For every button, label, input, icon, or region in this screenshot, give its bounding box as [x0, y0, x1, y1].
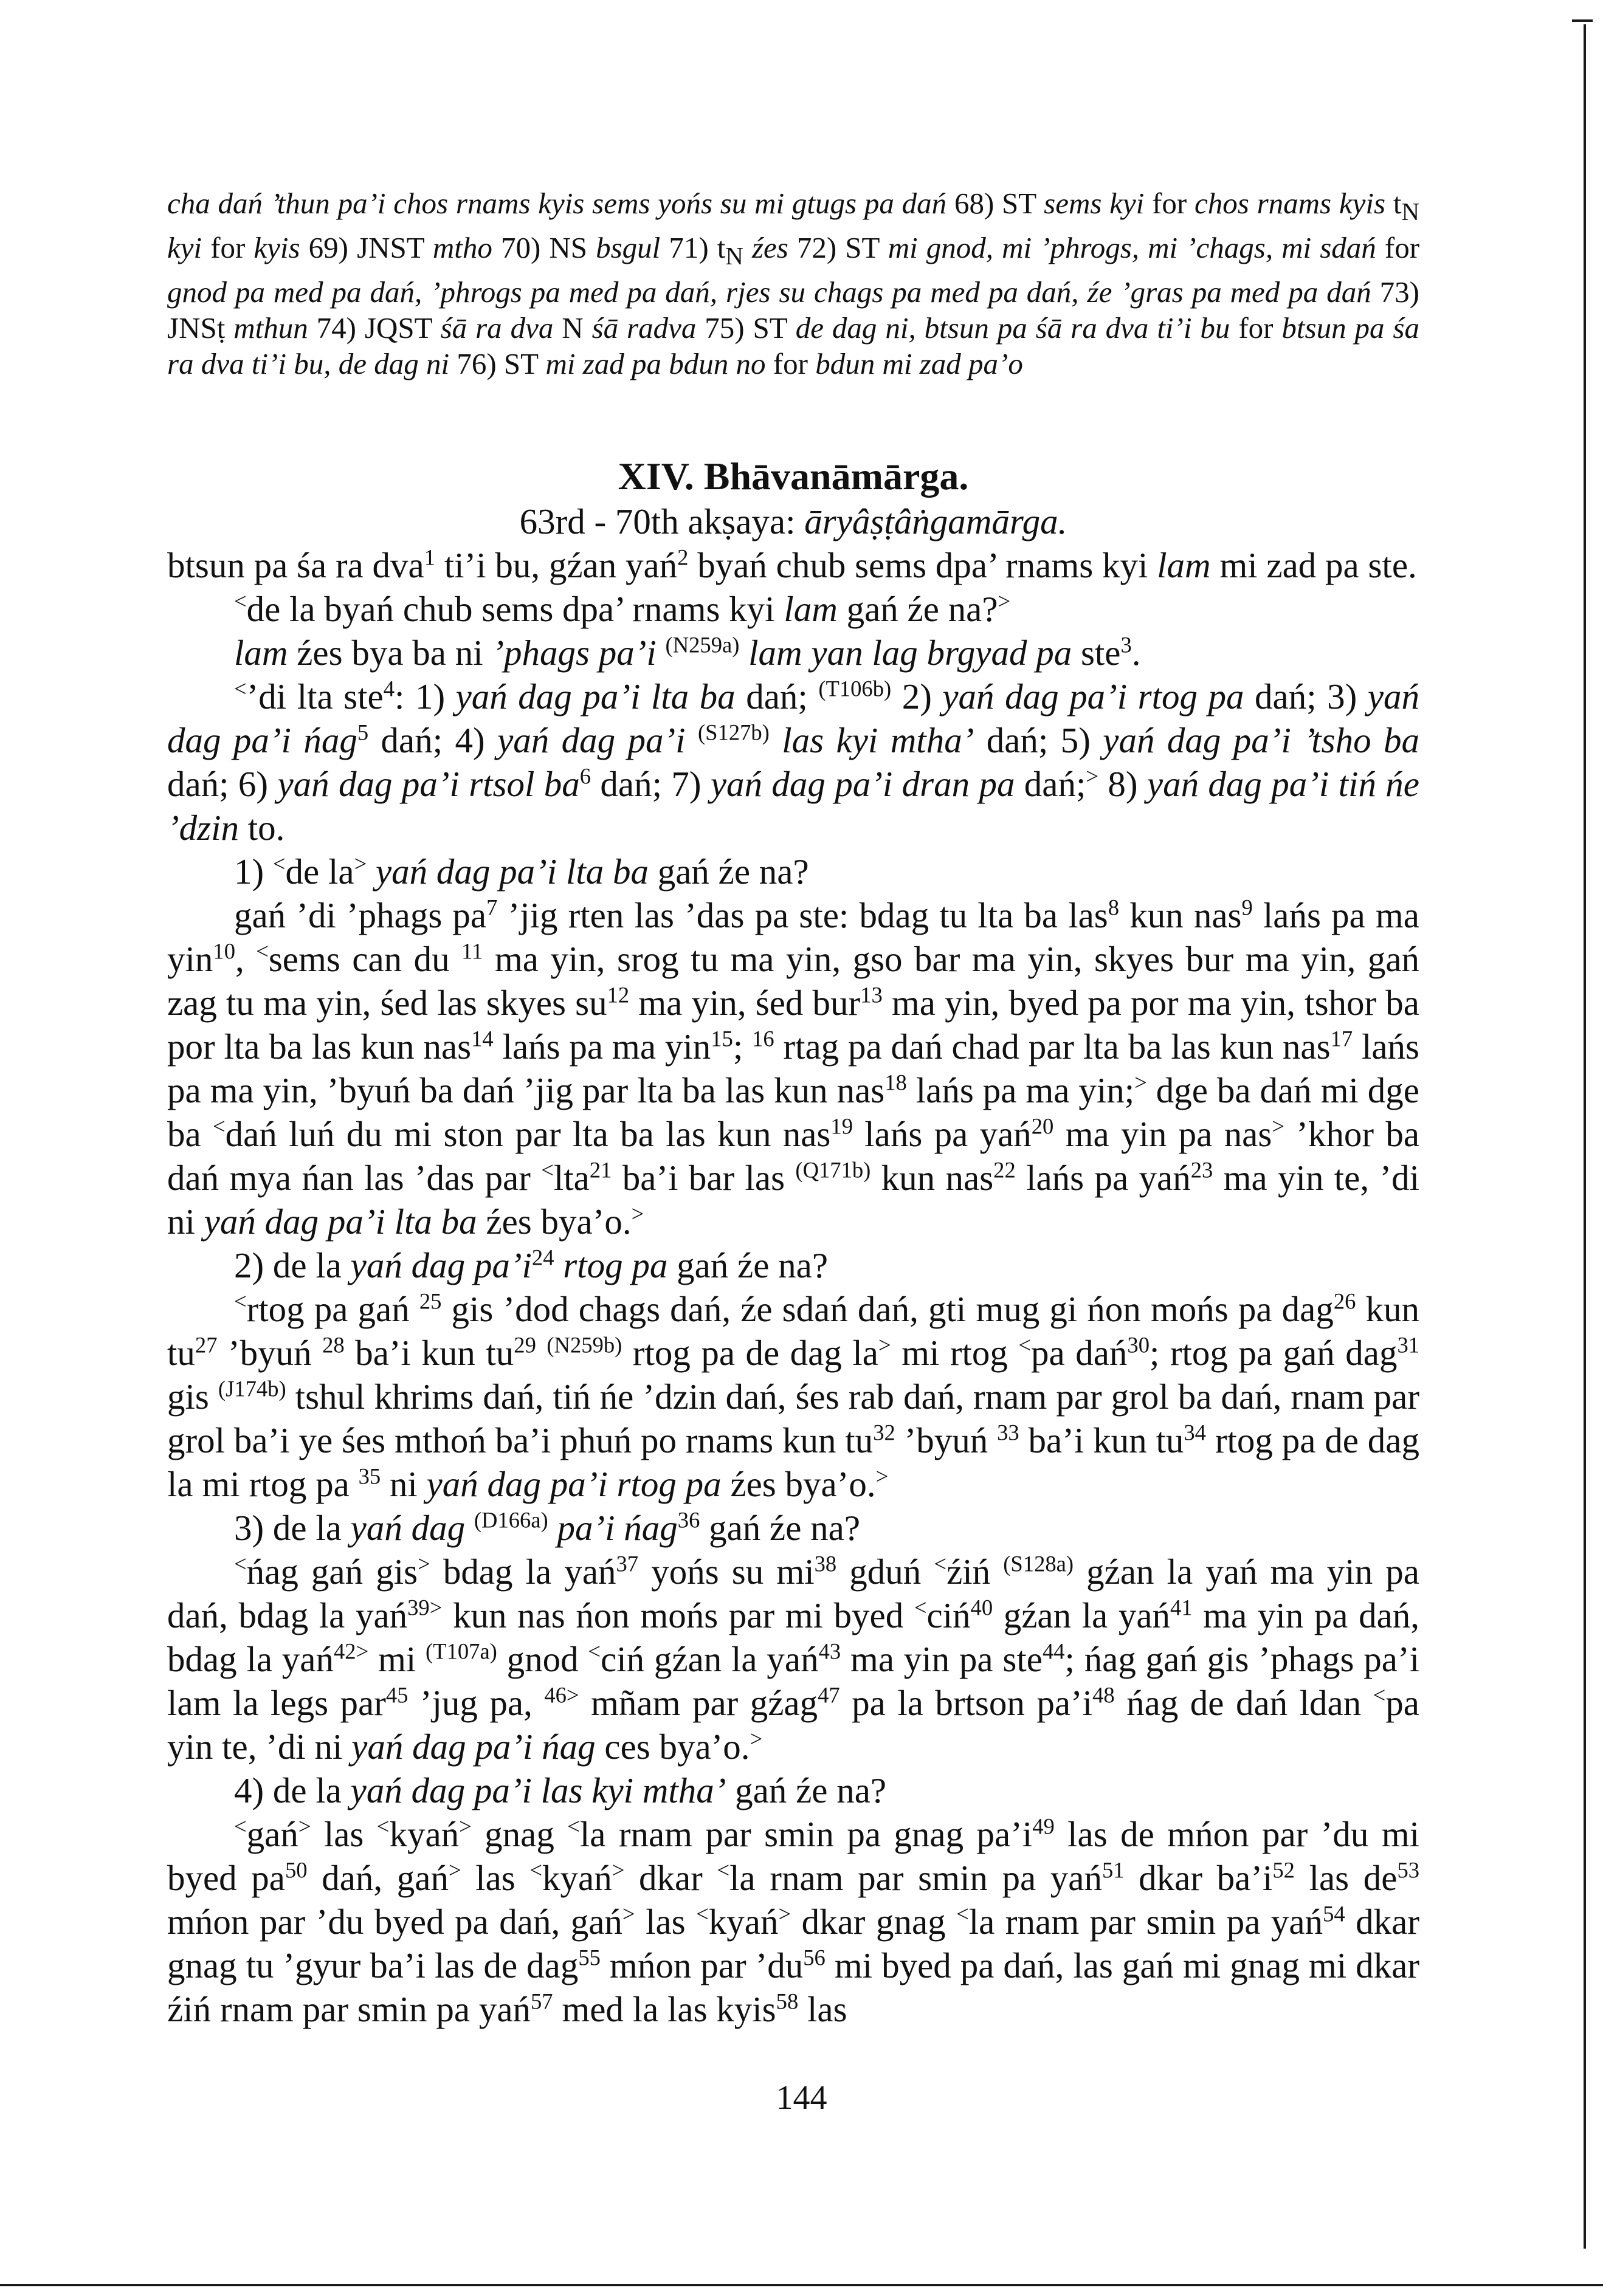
paragraph: 3) de la yań dag $^{(D166a)}$ pa’i ńag$^{36}$ gań źe na?: [234, 1507, 861, 1548]
scan-edge-right: [1584, 24, 1586, 2249]
paragraph: 2) de la yań dag $pa’i^{24}$ rtog pa gań źe na?: [234, 1244, 829, 1285]
footnote-apparatus: cha dań ’thun pa’i chos rnams kyis sems yońs su mi gtugs pa dań 68) ST sems kyi for chos rnams kyis $t_N$ kyi for kyis 69) JNST mtho 70) NS bsgul 71) $t_N$ źes 72) ST mi gnod, mi ’phrogs, mi ’chags, mi sdań for gnod pa med pa dań, ’phrogs pa med pa dań, rjes su chags pa med pa dań, źe ’gras pa med pa dań 73) JNSṭ mthun 74) JQST śā ra dva N śā radva 75) ST de dag ni, btsun pa śā ra dva ti’i bu for btsun pa śa ra dva ti’i bu, de dag ni 76) ST mi zad pa bdun no for bdun mi zad pa’o: [167, 187, 1420, 380]
paragraph: lam źes bya ba ni ’phags pa’i $^{(N259a)}$ lam yan lag brgyad pa ste$^3$.: [234, 631, 1141, 673]
paragraph: btsun pa śa ra dva$^1$ ti’i bu, gźan yań$^2$ byań chub sems dpa’ rnams kyi lam mi zad pa ste.: [167, 544, 1417, 585]
paragraph: <gań> las <kyań> gnag <la rnam par smin pa gnag $pa’i^{49}$ las de mńon par ’du mi byed $pa^{50}$ dań, gań> las <kyań> dkar <la rnam par smin pa yań$^{51}$ dkar $ba’i^{52}$ las $de^{53}$ mńon par ’du byed pa dań, gań> las <kyań> dkar gnag <la rnam par smin pa yań$^{54}$ dkar gnag tu ’gyur ba’i las de dag$^{55}$ mńon par $’du^{56}$ mi byed pa dań, las gań mi gnag mi dkar źiń rnam par smin pa yań$^{57}$ med la las kyis$^{58}$ las: [167, 1813, 1420, 2029]
section-subheading: 63rd - 70th akṣaya: āryâṣṭâṅgamārga.: [519, 501, 1067, 541]
section-heading: XIV. Bhāvanāmārga.: [618, 454, 969, 498]
scan-edge-bottom: [0, 2284, 1603, 2286]
scan-corner-mark: [1572, 19, 1593, 22]
paragraph: <’di lta ste$^4$: 1) yań dag pa’i lta ba dań; $^{(T106b)}$ 2) yań dag pa’i rtog pa dań; 3) yań dag pa’i ńag$^5$ dań; 4) yań dag pa’i $^{(S127b)}$ las kyi mtha’ dań; 5) yań dag pa’i ’tsho ba dań; 6) yań dag pa’i rtsol $ba^6$ dań; 7) yań dag pa’i dran pa dań;> 8) yań dag pa’i tiń ńe ’dzin to.: [167, 675, 1420, 848]
main-text: [167, 543, 1419, 2031]
paragraph: <de la byań chub sems dpa’ rnams kyi lam gań źe na?>: [234, 588, 1011, 629]
page-body: [167, 185, 1419, 2031]
page-number: 144: [776, 2079, 827, 2117]
paragraph: <ńag gań gis> bdag la yań$^{37}$ yońs su $mi^{38}$ gduń <źiń $^{(S128a)}$ gźan la yań ma yin pa dań, bdag la yań$^{39>}$ kun nas ńon mońs par mi byed <ciń$^{40}$ gźan la yań$^{41}$ ma yin pa dań, bdag la yań$^{42>}$ mi $^{(T107a)}$ gnod <ciń gźan la yań$^{43}$ ma yin pa ste$^{44}$; ńag gań gis ’phags pa’i lam la legs par$^{45}$ ’jug pa, $^{46>}$ mñam par gźag$^{47}$ pa la brtson $pa’i^{48}$ ńag de dań ldan <pa yin te, ’di ni yań dag pa’i ńag ces bya’o.>: [167, 1550, 1420, 1767]
paragraph: 1) <de la> yań dag pa’i lta ba gań źe na?: [234, 850, 809, 892]
paragraph: 4) de la yań dag pa’i las kyi mtha’ gań źe na?: [234, 1770, 887, 1810]
paragraph: gań ’di ’phags $pa^7$ ’jig rten las ’das pa ste: bdag tu lta ba las$^8$ kun nas$^9$ lańs pa ma yin$^{10}$, <sems can du $^{11}$ ma yin, srog tu ma yin, gso bar ma yin, skyes bur ma yin, gań zag tu ma yin, śed las skyes $su^{12}$ ma yin, śed bur$^{13}$ ma yin, byed pa por ma yin, tshor ba por lta ba las kun nas$^{14}$ lańs pa ma yin$^{15}$; $^{16}$ rtag pa dań chad par lta ba las kun nas$^{17}$ lańs pa ma yin, ’byuń ba dań ’jig par lta ba las kun nas$^{18}$ lańs pa ma yin;> dge ba dań mi dge ba <dań luń du mi ston par lta ba las kun nas$^{19}$ lańs pa yań$^{20}$ ma yin pa nas> ’khor ba dań mya ńan las ’das par <lta$^{21}$ ba’i bar las $^{(Q171b)}$ kun nas$^{22}$ lańs pa yań$^{23}$ ma yin te, ’di ni yań dag pa’i lta ba źes bya’o.>: [167, 894, 1420, 1242]
paragraph: <rtog pa gań $^{25}$ gis ’dod chags dań, źe sdań dań, gti mug gi ńon mońs pa dag$^{26}$ kun $tu^{27}$ ’byuń $^{28}$ ba’i kun $tu^{29}$ $^{(N259b)}$ rtog pa de dag la> mi rtog <pa dań$^{30}$; rtog pa gań dag$^{31}$ gis $^{(J174b)}$ tshul khrims dań, tiń ńe ’dzin dań, śes rab dań, rnam par grol ba dań, rnam par grol ba’i ye śes mthoń ba’i phuń po rnams kun $tu^{32}$ ’byuń $^{33}$ ba’i kun $tu^{34}$ rtog pa de dag la mi rtog pa $^{35}$ ni yań dag pa’i rtog pa źes bya’o.>: [167, 1288, 1420, 1504]
